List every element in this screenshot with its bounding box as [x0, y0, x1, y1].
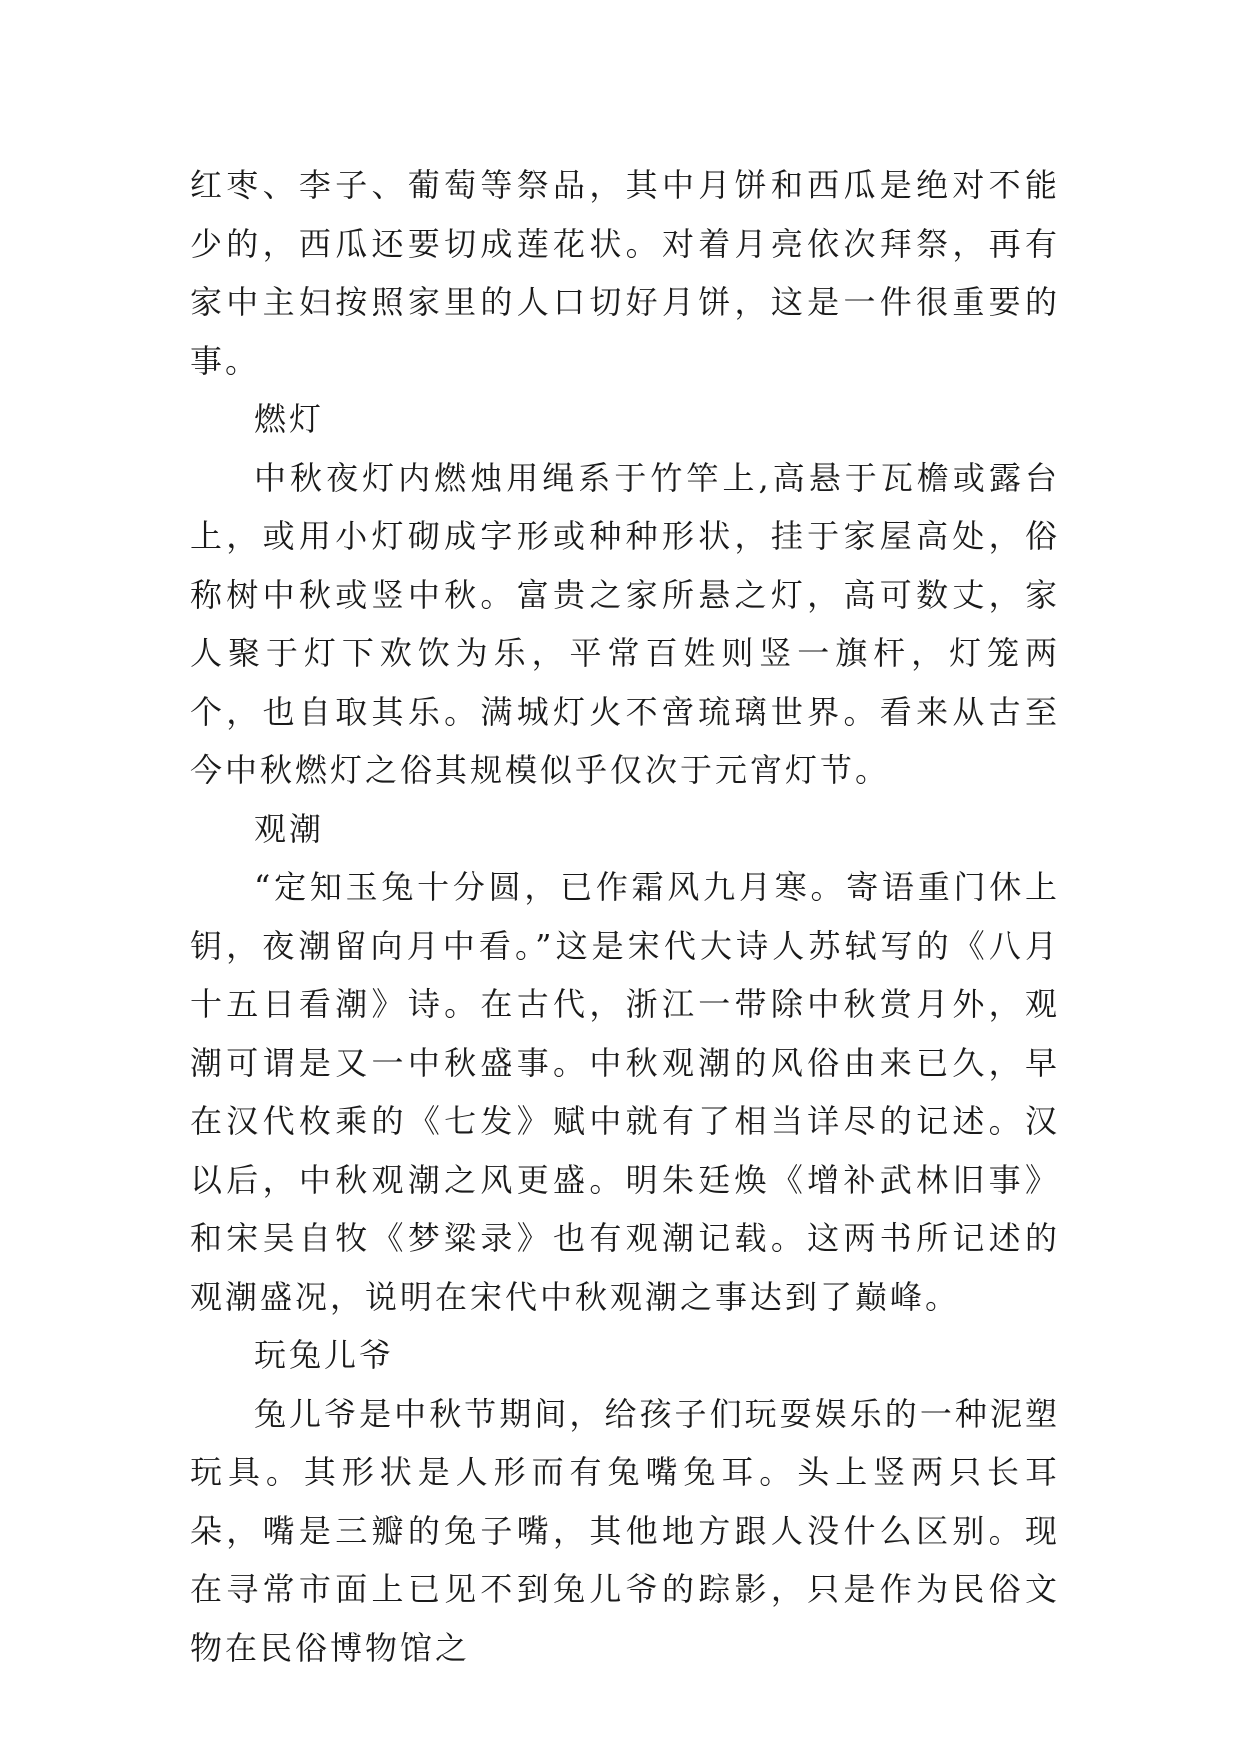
paragraph-lanterns: 中秋夜灯内燃烛用绳系于竹竿上,高悬于瓦檐或露台上，或用小灯砌成字形或种种形状，挂于家屋高处，俗称树中秋或竖中秋。富贵之家所悬之灯，高可数丈，家人聚于灯下欢饮为乐，平常百姓则竖一旗杆，灯笼两个，也自取其乐。满城灯火不啻琉璃世界。看来从古至今中秋燃灯之俗其规模似乎仅次于元宵灯节。: [190, 458, 1060, 789]
document-body: [190, 156, 1060, 1677]
section-heading-lanterns: 燃灯: [254, 400, 325, 438]
paragraph-offerings: 红枣、李子、葡萄等祭品，其中月饼和西瓜是绝对不能少的，西瓜还要切成莲花状。对着月亮依次拜祭，再有家中主妇按照家里的人口切好月饼，这是一件很重要的事。: [190, 166, 1060, 380]
section-heading-tide-watching: 观潮: [254, 809, 325, 848]
paragraph-tide-watching: “定知玉兔十分圆，已作霜风九月寒。寄语重门休上钥，夜潮留向月中看。”这是宋代大诗人苏轼写的《八月十五日看潮》诗。在古代，浙江一带除中秋赏月外，观潮可谓是又一中秋盛事。中秋观潮的风俗由来已久，早在汉代枚乘的《七发》赋中就有了相当详尽的记述。汉以后，中秋观潮之风更盛。明朱廷焕《增补武林旧事》和宋吴自牧《梦粱录》也有观潮记载。这两书所记述的观潮盛况，说明在宋代中秋观潮之事达到了巅峰。: [190, 868, 1060, 1316]
paragraph-rabbit-lord: 兔儿爷是中秋节期间，给孩子们玩耍娱乐的一种泥塑玩具。其形状是人形而有兔嘴兔耳。头上竖两只长耳朵，嘴是三瓣的兔子嘴，其他地方跟人没什么区别。现在寻常市面上已见不到兔儿爷的踪影，只是作为民俗文物在民俗博物馆之: [190, 1394, 1060, 1667]
section-heading-rabbit-lord: 玩兔儿爷: [254, 1336, 395, 1374]
